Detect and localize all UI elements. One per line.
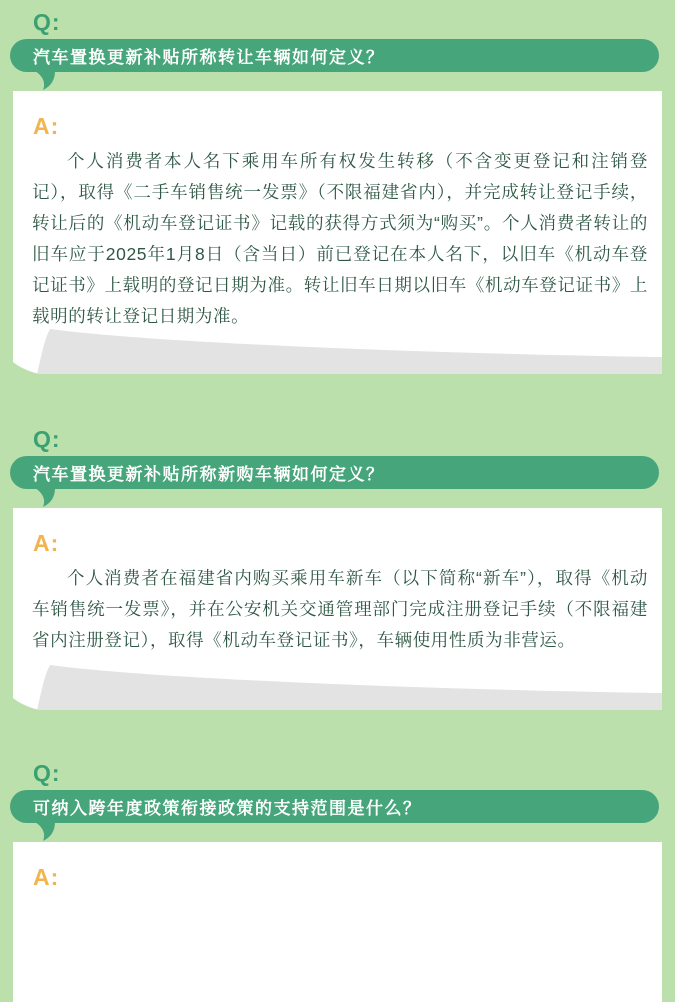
question-text: 汽车置换更新补贴所称转让车辆如何定义？ <box>33 48 385 67</box>
question-label: Q: <box>33 426 61 452</box>
question-banner <box>10 790 659 823</box>
question-label: Q: <box>33 760 61 786</box>
faq-section-2 <box>0 428 675 710</box>
page-curl-icon <box>13 327 662 374</box>
faq-section-3 <box>0 762 675 1002</box>
answer-card <box>13 91 662 374</box>
answer-label: A: <box>33 864 60 890</box>
page-curl-icon <box>13 663 662 710</box>
answer-card <box>13 508 662 710</box>
question-text: 汽车置换更新补贴所称新购车辆如何定义？ <box>33 465 385 484</box>
speech-bubble-tail-icon <box>34 822 56 841</box>
answer-label: A: <box>33 530 60 556</box>
answer-text: 个人消费者本人名下乘用车所有权发生转移（不含变更登记和注销登记），取得《二手车销售统一发票》（不限福建省内），并完成转让登记手续，转让后的《机动车登记证书》记载的获得方式须为“购买”。个人消费者转让的旧车应于2025年1月8日（含当日）前已登记在本人名下，以旧车《机动车登记证书》上载明的登记日期为准。转让旧车日期以旧车《机动车登记证书》上载明的转让登记日期为准。 <box>32 151 648 326</box>
speech-bubble-tail-icon <box>34 488 56 507</box>
question-text: 可纳入跨年度政策衔接政策的支持范围是什么？ <box>33 799 422 818</box>
question-label: Q: <box>33 9 61 35</box>
speech-bubble-tail-icon <box>34 71 56 90</box>
answer-text: 个人消费者在福建省内购买乘用车新车（以下简称“新车”），取得《机动车销售统一发票》，并在公安机关交通管理部门完成注册登记手续（不限福建省内注册登记），取得《机动车登记证书》，车辆使用性质为非营运。 <box>32 568 648 650</box>
question-banner <box>10 39 659 72</box>
answer-card <box>13 842 662 1002</box>
question-banner <box>10 456 659 489</box>
faq-section-1 <box>0 11 675 374</box>
answer-label: A: <box>33 113 60 139</box>
